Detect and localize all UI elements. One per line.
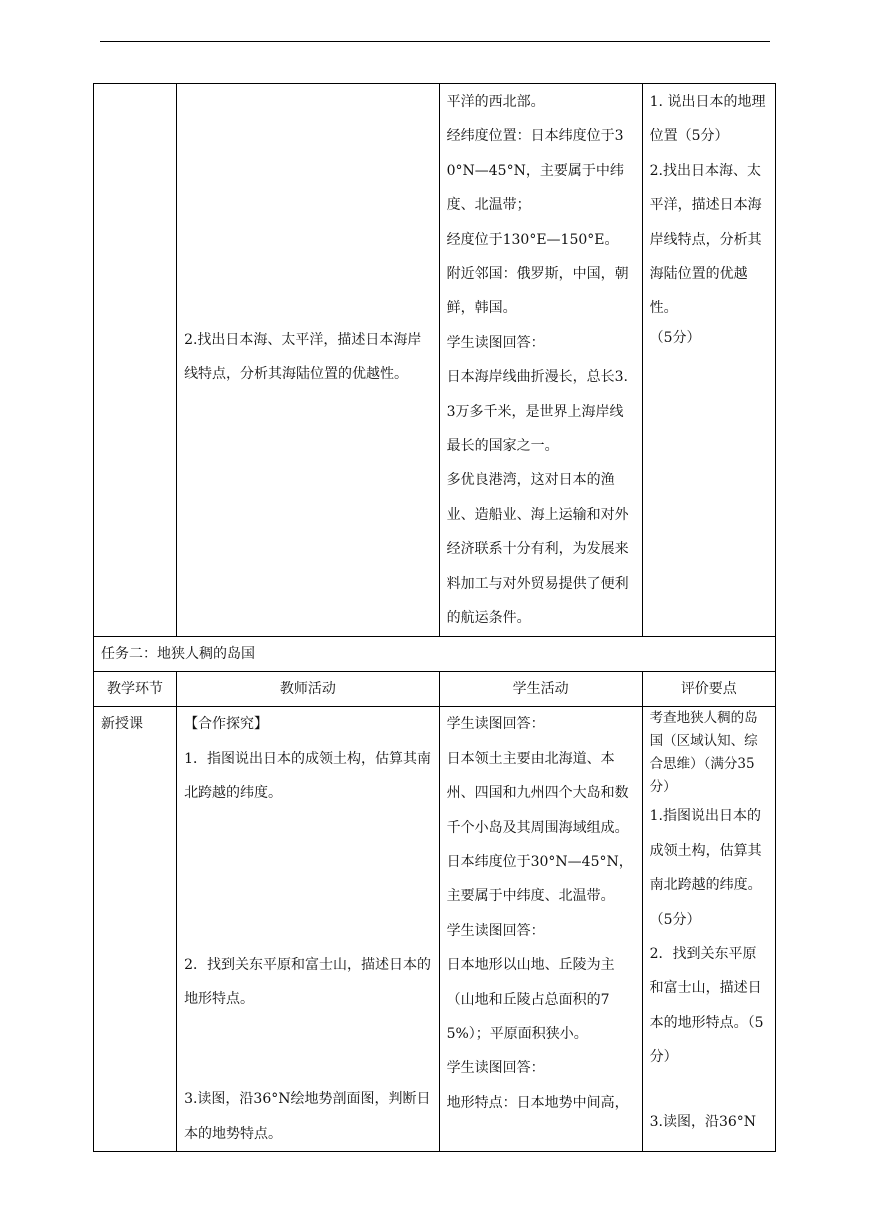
student-cell	[439, 707, 642, 1152]
column-header: 教师活动	[177, 671, 440, 706]
student-text: 学生读图回答：	[446, 1060, 545, 1077]
stage-cell: 新授课	[94, 707, 177, 1152]
eval-cell	[642, 707, 775, 1152]
column-header: 评价要点	[642, 671, 775, 706]
task-title: 任务二：地狭人稠的岛国	[94, 636, 776, 671]
student-text: 地形特点：日本地势中间高，	[446, 1094, 629, 1111]
student-text: 学生读图回答：	[446, 716, 545, 733]
student-text: 附近邻国：俄罗斯，中国，朝鲜，韩国。	[446, 266, 629, 317]
student-text: 日本地形以山地、丘陵为主（山地和丘陵占总面积的75%）；平原面积狭小。	[446, 957, 615, 1042]
column-header: 教学环节	[94, 671, 177, 706]
column-header: 学生活动	[439, 671, 642, 706]
teacher-text: 2.找出日本海、太平洋，描述日本海岸线特点，分析其海陆位置的优越性。	[184, 332, 422, 383]
table-row	[94, 636, 776, 671]
student-text: 学生读图回答：	[446, 922, 545, 939]
eval-text: 2.找出日本海、太平洋，描述日本海岸线特点，分析其海陆位置的优越性。	[649, 162, 762, 317]
table-row	[94, 707, 776, 1152]
student-cell	[439, 84, 642, 637]
eval-text: 2．找到关东平原和富士山，描述日本的地形特点。（5分）	[649, 945, 764, 1066]
teacher-cell	[177, 707, 440, 1152]
teacher-text: 3.读图，沿36°N绘地势剖面图，判断日本的地势特点。	[184, 1091, 431, 1142]
teacher-text: 【合作探究】	[184, 716, 269, 733]
teacher-cell	[177, 84, 440, 637]
teacher-text: 1．指图说出日本的成领土构，估算其南北跨越的纬度。	[184, 750, 431, 802]
student-text: 经纬度位置：日本纬度位于30°N—45°N，主要属于中纬度、北温带；	[446, 128, 624, 214]
student-text: 平洋的西北部。	[446, 94, 545, 110]
table-row	[94, 84, 776, 637]
eval-text: 1.指图说出日本的成领土构，估算其南北跨越的纬度。（5分）	[649, 808, 762, 928]
student-text: 日本领土主要由北海道、本州、四国和九州四个大岛和数千个小岛及其周围海域组成。 日本纬度位于30°N—45°N，主要属于中纬度、北温带。	[446, 750, 633, 905]
student-text: 多优良港湾，这对日本的渔业、造船业、海上运输和对外经济联系十分有利，为发展来料加工与对外贸易提供了便利的航运条件。	[446, 472, 629, 627]
table-header-row	[94, 671, 776, 706]
student-text: 经度位于130°E—150°E。	[446, 231, 619, 248]
eval-text: 3.读图，沿36°N	[649, 1113, 757, 1130]
student-text: 学生读图回答：	[446, 334, 545, 351]
eval-text: （5分）	[649, 329, 701, 346]
eval-cell	[642, 84, 775, 637]
eval-text: 1. 说出日本的地理位置（5分）	[649, 94, 766, 145]
stage-cell	[94, 84, 177, 637]
teacher-text: 2．找到关东平原和富士山，描述日本的地形特点。	[184, 956, 431, 1007]
header-rule	[100, 41, 770, 42]
eval-text: 考查地狭人稠的岛国（区域认知、综合思维）（满分35分）	[649, 710, 758, 796]
lesson-table	[93, 83, 776, 1152]
student-text: 日本海岸线曲折漫长，总长3.3万多千米，是世界上海岸线最长的国家之一。	[446, 369, 628, 455]
